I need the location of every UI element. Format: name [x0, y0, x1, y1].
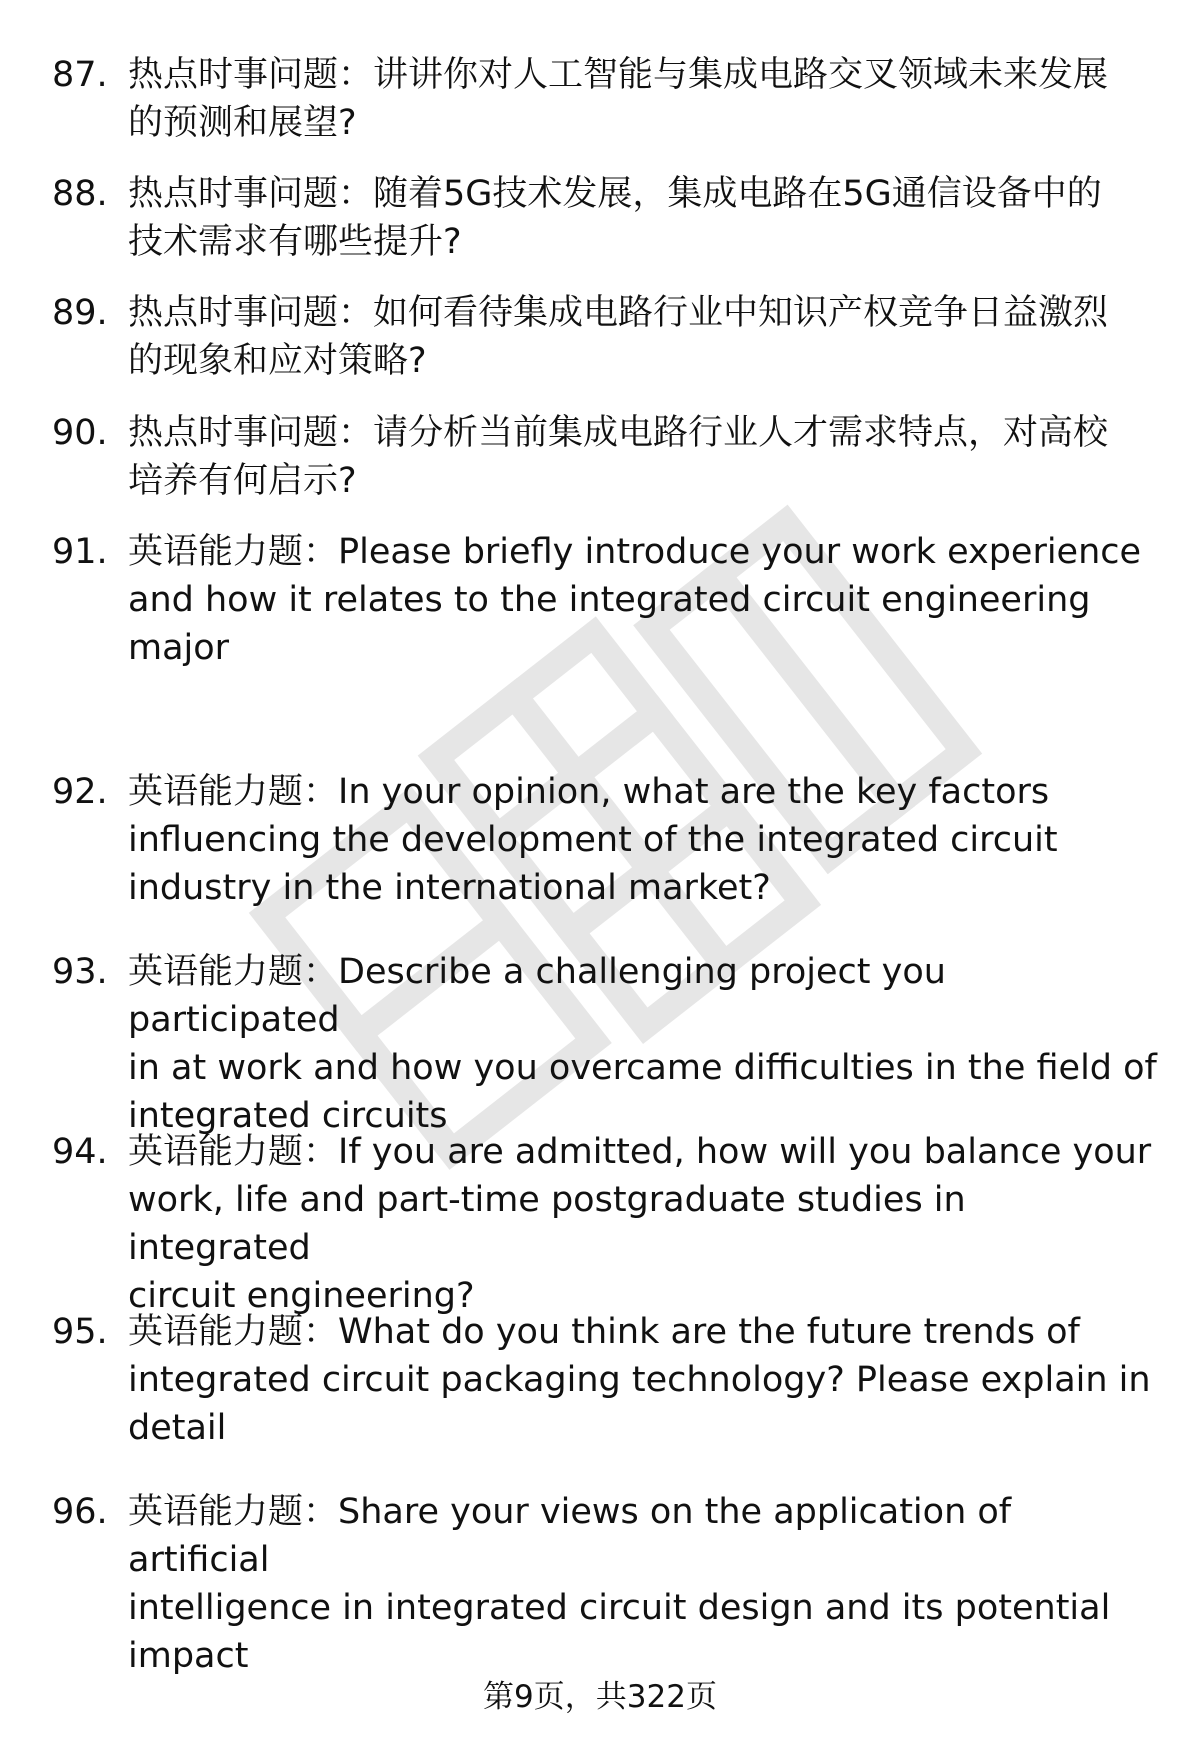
question-line: 热点时事问题：请分析当前集成电路行业人才需求特点，对高校 — [128, 413, 1109, 453]
question-line: intelligence in integrated circuit design and its potential — [128, 1588, 1111, 1628]
question-number: 88. — [52, 174, 108, 214]
question-text — [128, 768, 1158, 912]
question-line: and how it relates to the integrated circuit engineering — [128, 580, 1091, 620]
page-footer: 第9页，共322页 — [483, 1679, 717, 1715]
question-line: 英语能力题：Share your views on the application of artificial — [128, 1492, 1012, 1580]
question-line: 英语能力题：In your opinion, what are the key factors — [128, 772, 1050, 812]
question-text — [128, 1128, 1158, 1320]
question-item — [52, 528, 1162, 672]
question-line: circuit engineering? — [128, 1276, 475, 1316]
question-text — [128, 409, 1158, 505]
question-number: 95. — [52, 1312, 108, 1352]
question-line: 技术需求有哪些提升? — [128, 222, 462, 262]
question-number: 93. — [52, 952, 108, 992]
question-line: 热点时事问题：随着5G技术发展，集成电路在5G通信设备中的 — [128, 174, 1102, 214]
question-line: 热点时事问题：如何看待集成电路行业中知识产权竞争日益激烈 — [128, 293, 1109, 333]
question-number: 89. — [52, 293, 108, 333]
question-item — [52, 1128, 1162, 1320]
question-text — [128, 289, 1158, 385]
question-text — [128, 170, 1158, 266]
question-line: detail — [128, 1408, 227, 1448]
question-text — [128, 948, 1158, 1140]
question-line: 热点时事问题：讲讲你对人工智能与集成电路交叉领域未来发展 — [128, 55, 1109, 95]
question-line: work, life and part-time postgraduate studies in integrated — [128, 1180, 966, 1268]
question-item — [52, 409, 1162, 505]
question-text — [128, 1488, 1158, 1680]
question-text — [128, 528, 1158, 672]
question-line: integrated circuit packaging technology? Please explain in — [128, 1360, 1151, 1400]
question-item — [52, 948, 1162, 1140]
question-text — [128, 51, 1158, 147]
question-line: 的预测和展望? — [128, 103, 357, 143]
question-line: 英语能力题：Describe a challenging project you participated — [128, 952, 946, 1040]
question-line: 培养有何启示? — [128, 461, 357, 501]
question-line: 的现象和应对策略? — [128, 341, 427, 381]
question-item — [52, 51, 1162, 147]
question-item — [52, 170, 1162, 266]
question-line: impact — [128, 1636, 249, 1676]
question-line: major — [128, 628, 230, 668]
question-item — [52, 1308, 1162, 1452]
question-line: 英语能力题：If you are admitted, how will you balance your — [128, 1132, 1152, 1172]
question-item — [52, 289, 1162, 385]
question-number: 91. — [52, 532, 108, 572]
question-number: 90. — [52, 413, 108, 453]
question-line: in at work and how you overcame difficulties in the field of — [128, 1048, 1157, 1088]
question-item — [52, 1488, 1162, 1680]
question-text — [128, 1308, 1158, 1452]
question-line: 英语能力题：What do you think are the future trends of — [128, 1312, 1080, 1352]
question-number: 96. — [52, 1492, 108, 1532]
question-number: 87. — [52, 55, 108, 95]
question-item — [52, 768, 1162, 912]
question-line: 英语能力题：Please briefly introduce your work experience — [128, 532, 1142, 572]
question-number: 94. — [52, 1132, 108, 1172]
question-line: industry in the international market? — [128, 868, 771, 908]
question-number: 92. — [52, 772, 108, 812]
question-line: integrated circuits — [128, 1096, 448, 1136]
question-line: influencing the development of the integrated circuit — [128, 820, 1058, 860]
